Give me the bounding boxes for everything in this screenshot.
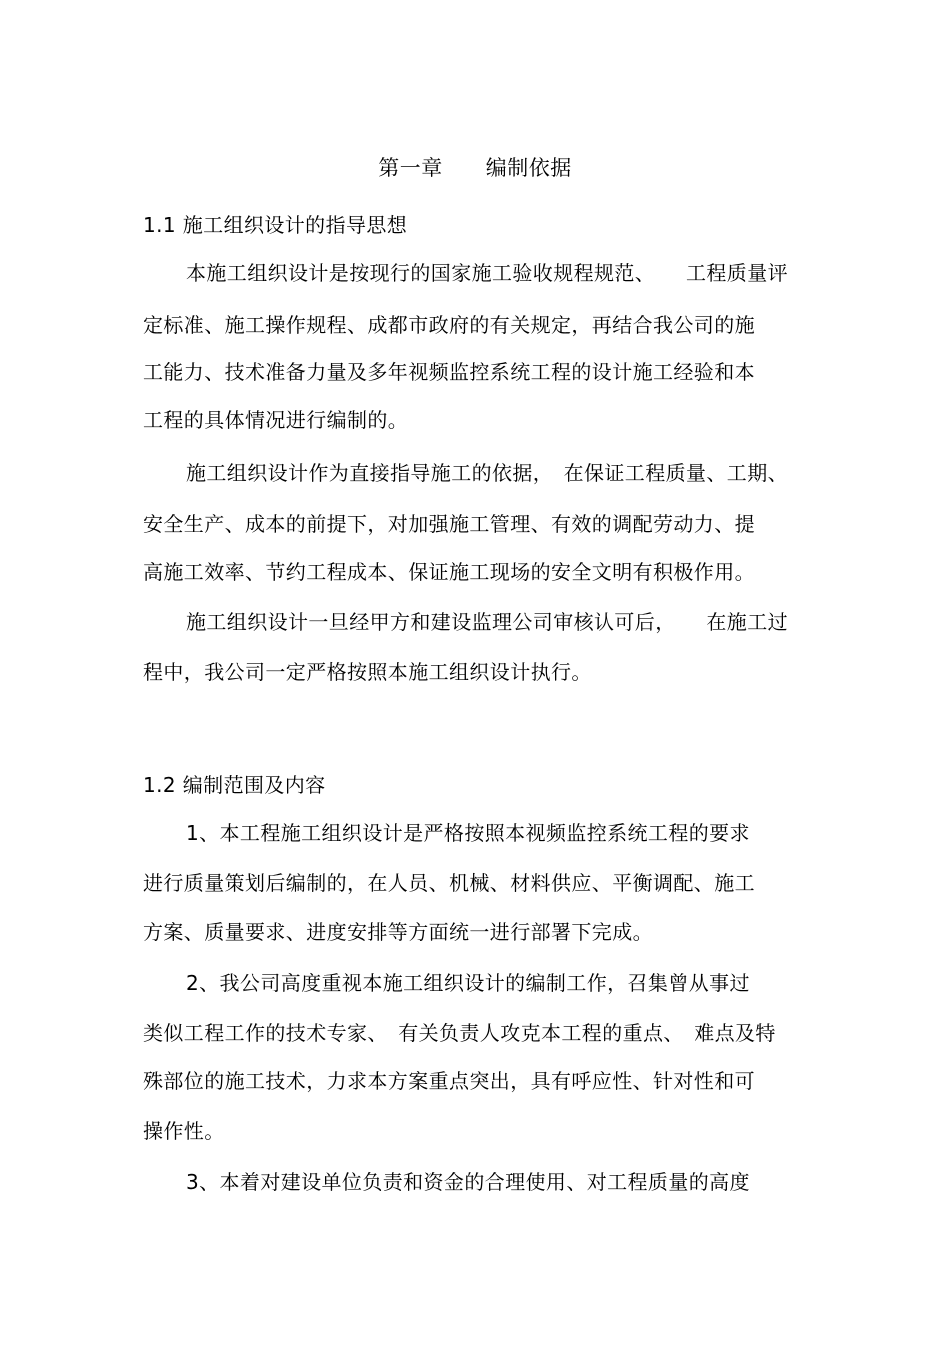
paragraph-line: 施工组织设计一旦经甲方和建设监理公司审核认可后， 在施工过 [186, 610, 788, 634]
paragraph-line: 安全生产、成本的前提下，对加强施工管理、有效的调配劳动力、提 [143, 512, 755, 536]
paragraph-line: 3、本着对建设单位负责和资金的合理使用、对工程质量的高度 [186, 1170, 750, 1194]
paragraph-line: 1、本工程施工组织设计是严格按照本视频监控系统工程的要求 [186, 821, 750, 845]
paragraph-line: 2、我公司高度重视本施工组织设计的编制工作，召集曾从事过 [186, 971, 750, 995]
paragraph-line: 定标准、施工操作规程、成都市政府的有关规定，再结合我公司的施 [143, 313, 755, 337]
section-heading-1-1: 1.1 施工组织设计的指导思想 [143, 213, 408, 237]
paragraph-line: 操作性。 [143, 1119, 225, 1143]
paragraph-line: 本施工组织设计是按现行的国家施工验收规程规范、 工程质量评 [186, 261, 788, 285]
paragraph-line: 殊部位的施工技术，力求本方案重点突出，具有呼应性、针对性和可 [143, 1069, 755, 1093]
paragraph-line: 类似工程工作的技术专家、 有关负责人攻克本工程的重点、 难点及特 [143, 1021, 776, 1045]
chapter-title: 第一章 编制依据 [378, 156, 572, 180]
paragraph-line: 方案、质量要求、进度安排等方面统一进行部署下完成。 [143, 920, 653, 944]
paragraph-line: 程中，我公司一定严格按照本施工组织设计执行。 [143, 660, 592, 684]
paragraph-line: 工程的具体情况进行编制的。 [143, 408, 409, 432]
paragraph-line: 进行质量策划后编制的，在人员、机械、材料供应、平衡调配、施工 [143, 871, 755, 895]
paragraph-line: 工能力、技术准备力量及多年视频监控系统工程的设计施工经验和本 [143, 360, 755, 384]
section-heading-1-2: 1.2 编制范围及内容 [143, 773, 326, 797]
paragraph-line: 施工组织设计作为直接指导施工的依据， 在保证工程质量、工期、 [186, 461, 788, 485]
paragraph-line: 高施工效率、节约工程成本、保证施工现场的安全文明有积极作用。 [143, 560, 755, 584]
